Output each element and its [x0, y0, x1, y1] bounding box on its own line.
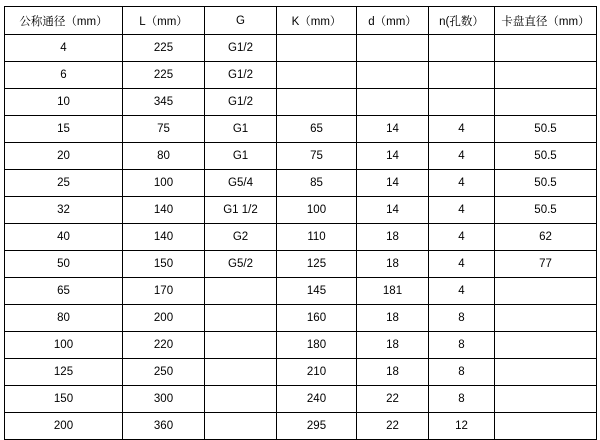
- table-row: [5, 413, 597, 440]
- cell-k: 210: [277, 359, 357, 386]
- cell-k: 160: [277, 305, 357, 332]
- cell-d: 22: [357, 413, 429, 440]
- cell-flange-diameter: 50.5: [495, 197, 597, 224]
- table-header: [5, 7, 597, 35]
- cell-d: 14: [357, 143, 429, 170]
- cell-nominal-diameter: 200: [5, 413, 123, 440]
- cell-k: 295: [277, 413, 357, 440]
- table-row: [5, 116, 597, 143]
- cell-length: 140: [123, 197, 205, 224]
- cell-hole-count: [429, 35, 495, 62]
- cell-nominal-diameter: 25: [5, 170, 123, 197]
- cell-length: 200: [123, 305, 205, 332]
- cell-thread: G1: [205, 116, 277, 143]
- cell-flange-diameter: [495, 89, 597, 116]
- cell-nominal-diameter: 32: [5, 197, 123, 224]
- cell-d: 18: [357, 251, 429, 278]
- cell-k: [277, 35, 357, 62]
- table-row: [5, 332, 597, 359]
- cell-thread: [205, 278, 277, 305]
- cell-d: [357, 62, 429, 89]
- cell-length: 100: [123, 170, 205, 197]
- cell-hole-count: [429, 62, 495, 89]
- table-row: [5, 143, 597, 170]
- column-header-k: K（mm）: [277, 7, 357, 35]
- cell-d: 14: [357, 197, 429, 224]
- cell-length: 150: [123, 251, 205, 278]
- cell-k: 85: [277, 170, 357, 197]
- cell-thread: G1 1/2: [205, 197, 277, 224]
- table-row: [5, 251, 597, 278]
- cell-k: 110: [277, 224, 357, 251]
- cell-flange-diameter: [495, 62, 597, 89]
- cell-nominal-diameter: 4: [5, 35, 123, 62]
- cell-nominal-diameter: 15: [5, 116, 123, 143]
- cell-k: [277, 62, 357, 89]
- cell-hole-count: 12: [429, 413, 495, 440]
- column-header-nominal-diameter: 公称通径（mm）: [5, 7, 123, 35]
- cell-thread: [205, 359, 277, 386]
- cell-d: 18: [357, 359, 429, 386]
- cell-flange-diameter: [495, 359, 597, 386]
- cell-thread: G1/2: [205, 35, 277, 62]
- table-row: [5, 170, 597, 197]
- cell-d: [357, 89, 429, 116]
- cell-d: 181: [357, 278, 429, 305]
- cell-flange-diameter: 77: [495, 251, 597, 278]
- cell-nominal-diameter: 20: [5, 143, 123, 170]
- table-row: [5, 89, 597, 116]
- cell-flange-diameter: 50.5: [495, 143, 597, 170]
- cell-thread: G5/4: [205, 170, 277, 197]
- column-header-length: L（mm）: [123, 7, 205, 35]
- cell-thread: G1: [205, 143, 277, 170]
- cell-length: 300: [123, 386, 205, 413]
- column-header-d: d（mm）: [357, 7, 429, 35]
- cell-length: 170: [123, 278, 205, 305]
- table-row: [5, 224, 597, 251]
- cell-flange-diameter: 62: [495, 224, 597, 251]
- specification-table: [4, 6, 597, 440]
- cell-flange-diameter: 50.5: [495, 170, 597, 197]
- table-row: [5, 305, 597, 332]
- cell-d: [357, 35, 429, 62]
- cell-hole-count: 4: [429, 116, 495, 143]
- table-header-row: [5, 7, 597, 35]
- cell-nominal-diameter: 65: [5, 278, 123, 305]
- cell-flange-diameter: [495, 332, 597, 359]
- cell-d: 18: [357, 332, 429, 359]
- cell-hole-count: 4: [429, 251, 495, 278]
- cell-hole-count: 4: [429, 224, 495, 251]
- cell-k: 180: [277, 332, 357, 359]
- cell-length: 345: [123, 89, 205, 116]
- cell-d: 22: [357, 386, 429, 413]
- cell-length: 225: [123, 35, 205, 62]
- cell-hole-count: 8: [429, 332, 495, 359]
- table-row: [5, 197, 597, 224]
- cell-length: 360: [123, 413, 205, 440]
- cell-thread: G1/2: [205, 62, 277, 89]
- table-row: [5, 278, 597, 305]
- cell-k: 145: [277, 278, 357, 305]
- cell-k: 240: [277, 386, 357, 413]
- cell-nominal-diameter: 150: [5, 386, 123, 413]
- cell-length: 250: [123, 359, 205, 386]
- cell-d: 18: [357, 305, 429, 332]
- cell-hole-count: 4: [429, 170, 495, 197]
- cell-k: 75: [277, 143, 357, 170]
- cell-thread: G5/2: [205, 251, 277, 278]
- cell-hole-count: 4: [429, 197, 495, 224]
- cell-thread: G1/2: [205, 89, 277, 116]
- cell-flange-diameter: [495, 413, 597, 440]
- cell-hole-count: 8: [429, 359, 495, 386]
- cell-flange-diameter: [495, 305, 597, 332]
- cell-flange-diameter: [495, 278, 597, 305]
- cell-hole-count: 4: [429, 143, 495, 170]
- column-header-flange-diameter: 卡盘直径（mm）: [495, 7, 597, 35]
- cell-length: 140: [123, 224, 205, 251]
- table-body: [5, 35, 597, 440]
- table-row: [5, 35, 597, 62]
- cell-thread: [205, 413, 277, 440]
- cell-hole-count: 8: [429, 305, 495, 332]
- cell-nominal-diameter: 125: [5, 359, 123, 386]
- cell-d: 18: [357, 224, 429, 251]
- cell-hole-count: [429, 89, 495, 116]
- table-row: [5, 359, 597, 386]
- cell-nominal-diameter: 40: [5, 224, 123, 251]
- cell-thread: [205, 305, 277, 332]
- column-header-thread: G: [205, 7, 277, 35]
- cell-k: 100: [277, 197, 357, 224]
- cell-thread: [205, 386, 277, 413]
- cell-flange-diameter: [495, 386, 597, 413]
- cell-thread: G2: [205, 224, 277, 251]
- cell-nominal-diameter: 50: [5, 251, 123, 278]
- cell-d: 14: [357, 170, 429, 197]
- cell-flange-diameter: 50.5: [495, 116, 597, 143]
- cell-length: 80: [123, 143, 205, 170]
- cell-length: 220: [123, 332, 205, 359]
- cell-d: 14: [357, 116, 429, 143]
- table-row: [5, 62, 597, 89]
- cell-length: 225: [123, 62, 205, 89]
- cell-thread: [205, 332, 277, 359]
- cell-nominal-diameter: 80: [5, 305, 123, 332]
- cell-k: 125: [277, 251, 357, 278]
- cell-k: [277, 89, 357, 116]
- column-header-hole-count: n(孔数）: [429, 7, 495, 35]
- cell-flange-diameter: [495, 35, 597, 62]
- cell-hole-count: 8: [429, 386, 495, 413]
- table-row: [5, 386, 597, 413]
- cell-nominal-diameter: 6: [5, 62, 123, 89]
- cell-k: 65: [277, 116, 357, 143]
- cell-nominal-diameter: 100: [5, 332, 123, 359]
- cell-length: 75: [123, 116, 205, 143]
- cell-hole-count: 4: [429, 278, 495, 305]
- cell-nominal-diameter: 10: [5, 89, 123, 116]
